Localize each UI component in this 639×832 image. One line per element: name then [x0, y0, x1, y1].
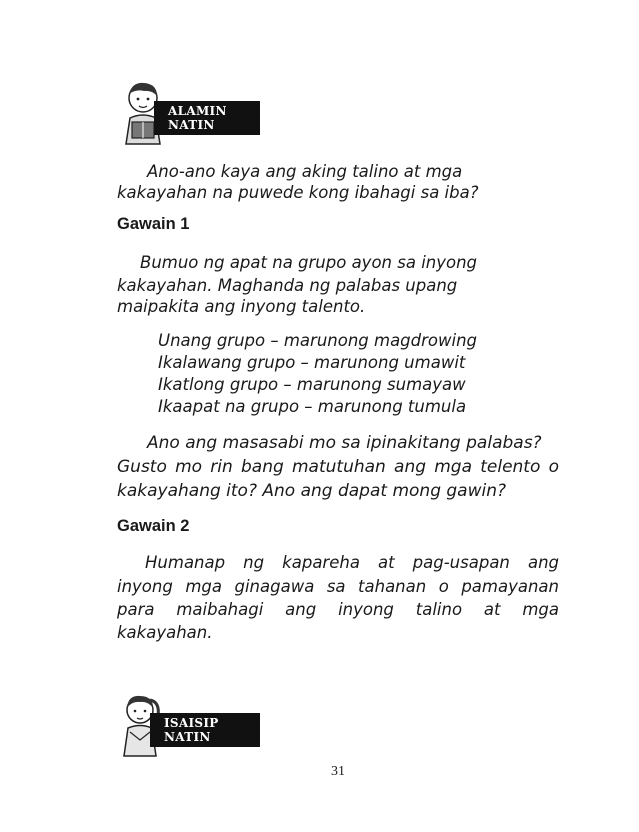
banner-title: ISAISIP NATIN	[150, 713, 260, 747]
gawain-1-question-line-3: kakayahang ito? Ano ang dapat mong gawin?	[117, 481, 507, 501]
gawain-1-question-line-2: Gusto mo rin bang matutuhan ang mga telento o	[117, 457, 559, 477]
gawain-2-heading: Gawain 2	[117, 517, 190, 535]
group-item: Ikaapat na grupo – marunong tumula	[158, 397, 467, 416]
isaisip-natin-banner	[110, 688, 260, 760]
group-item: Unang grupo – marunong magdrowing	[158, 331, 478, 350]
intro-question-line-1: Ano-ano kaya ang aking talino at mga	[147, 162, 463, 181]
banner-title: ALAMIN NATIN	[154, 101, 260, 135]
gawain-1-instruction-line-3: maipakita ang inyong talento.	[117, 297, 366, 316]
gawain-2-instruction-line-4: kakayahan.	[117, 623, 213, 642]
page-number: 31	[331, 764, 345, 779]
gawain-1-instruction-line-2: kakayahan. Maghanda ng palabas upang	[117, 276, 458, 295]
group-item: Ikatlong grupo – marunong sumayaw	[158, 375, 466, 394]
alamin-natin-banner	[110, 76, 260, 148]
gawain-1-instruction-line-1: Bumuo ng apat na grupo ayon sa inyong	[140, 253, 478, 272]
gawain-1-heading: Gawain 1	[117, 215, 190, 233]
gawain-2-instruction-line-1: Humanap ng kapareha at pag-usapan ang	[145, 553, 559, 572]
gawain-2-instruction-line-3: para maibahagi ang inyong talino at mga	[117, 600, 559, 619]
gawain-2-instruction-line-2: inyong mga ginagawa sa tahanan o pamayanan	[117, 577, 559, 596]
gawain-1-question-line-1: Ano ang masasabi mo sa ipinakitang palabas?	[147, 433, 542, 453]
intro-question-line-2: kakayahan na puwede kong ibahagi sa iba?	[117, 183, 479, 202]
group-item: Ikalawang grupo – marunong umawit	[158, 353, 466, 372]
